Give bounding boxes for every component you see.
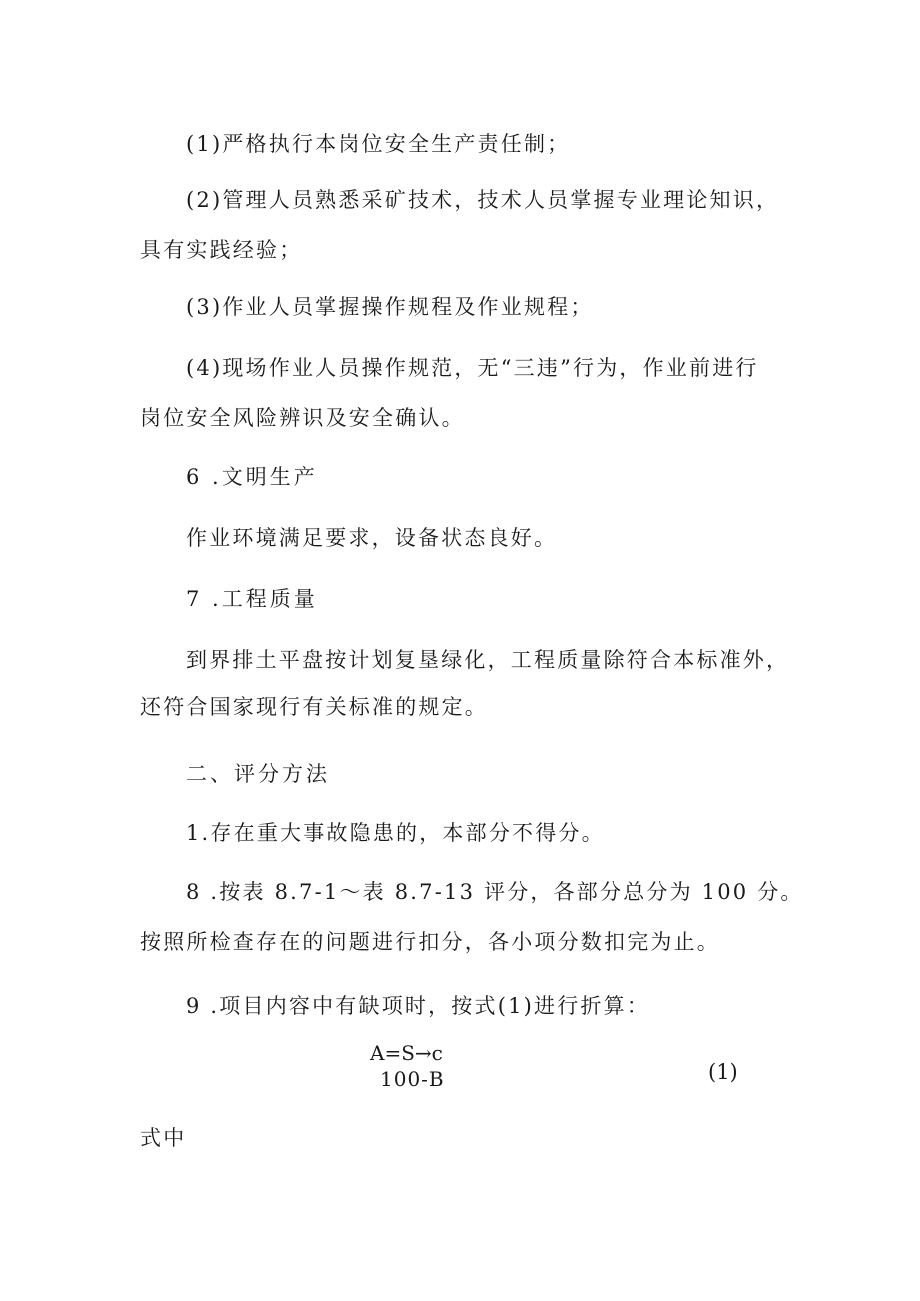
item-2-line-2: 具有实践经验；	[140, 238, 303, 262]
item-2-line-1: (2)管理人员熟悉采矿技术，技术人员掌握专业理论知识，	[186, 188, 780, 212]
formula	[370, 1040, 490, 1092]
heading-scoring-method: 二、评分方法	[186, 762, 330, 786]
civilized-production-text: 作业环境满足要求，设备状态良好。	[186, 526, 558, 550]
scoring-item-8-line-1: 8 .按表 8.7-1～表 8.7-13 评分，各部分总分为 100 分。	[186, 880, 804, 904]
item-3-operators: (3)作业人员掌握操作规程及作业规程；	[186, 295, 594, 319]
item-1-responsibility: (1)严格执行本岗位安全生产责任制；	[186, 132, 571, 156]
where-text: 式中	[140, 1126, 187, 1150]
formula-number: (1)	[708, 1060, 738, 1084]
item-4-line-1: (4)现场作业人员操作规范，无“三违”行为，作业前进行	[186, 356, 759, 380]
engineering-quality-line-1: 到界排土平盘按计划复垦绿化，工程质量除符合本标准外，	[186, 648, 790, 672]
heading-engineering-quality: 7 .工程质量	[186, 587, 318, 611]
scoring-item-1: 1.存在重大事故隐患的，本部分不得分。	[186, 821, 605, 845]
scoring-item-9: 9 .项目内容中有缺项时，按式(1)进行折算：	[186, 994, 651, 1018]
heading-civilized-production: 6 .文明生产	[186, 465, 318, 489]
formula-numerator: A=S→c	[370, 1041, 443, 1065]
scoring-item-8-line-2: 按照所检查存在的问题进行扣分，各小项分数扣完为止。	[140, 930, 720, 954]
engineering-quality-line-2: 还符合国家现行有关标准的规定。	[140, 695, 488, 719]
item-4-line-2: 岗位安全风险辨识及安全确认。	[140, 406, 465, 430]
formula-denominator: 100-B	[380, 1067, 445, 1091]
